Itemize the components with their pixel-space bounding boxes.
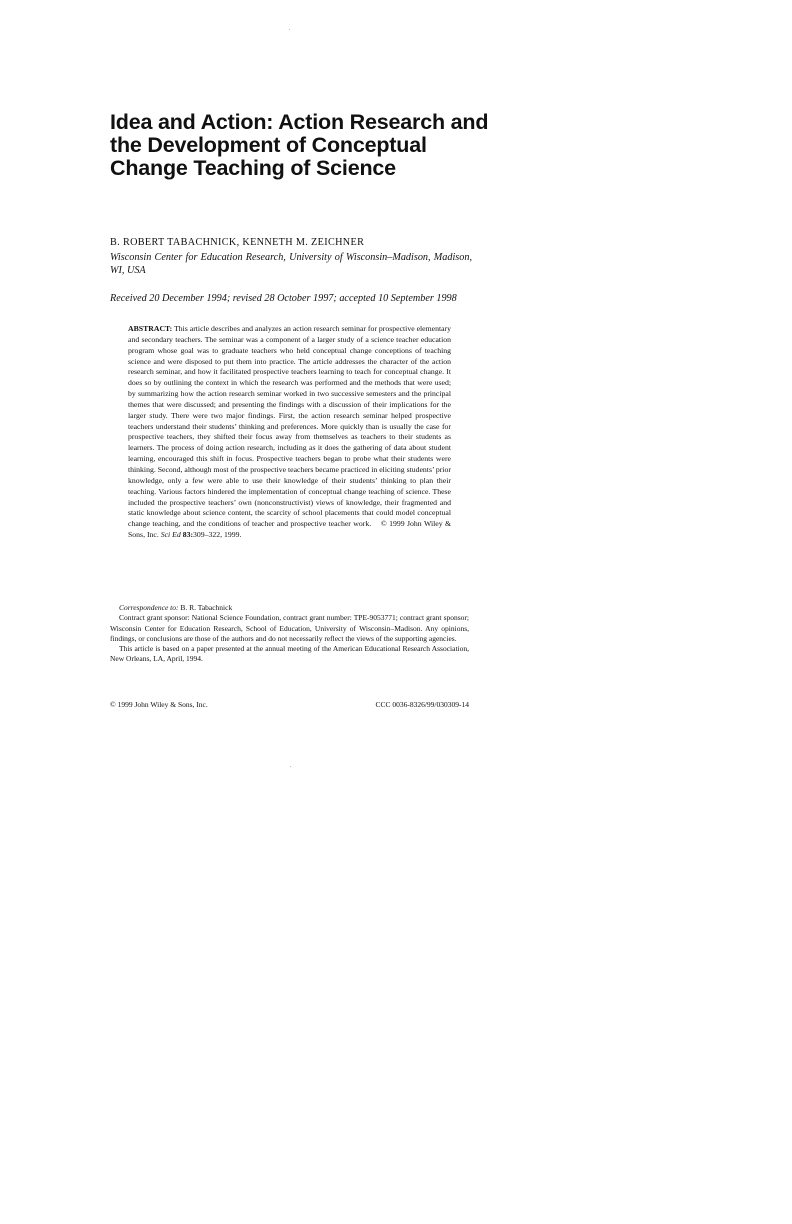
- journal-volume: 83:: [182, 530, 194, 540]
- author-affiliation: Wisconsin Center for Education Research, University of Wisconsin–Madison, Madison, WI, USA: [110, 252, 472, 277]
- footer-ccc-code: CCC 0036-8326/99/030309-14: [375, 700, 469, 709]
- scan-speck: [290, 766, 291, 767]
- article-title: Idea and Action: Action Research and the Development of Conceptual Change Teaching of Science: [110, 110, 489, 180]
- correspondence-name: B. R. Tabachnick: [180, 603, 233, 612]
- correspondence-label: Correspondence to:: [119, 603, 179, 612]
- abstract-text: This article describes and analyzes an action research seminar for prospective elementary and secondary teachers. The seminar was a component of a larger study of a science teacher education program whose goal was to graduate teachers who held conceptual change conceptions of teaching science and were disposed to put them into practice. The article addresses the character of the action research seminar, and how it facilitated prospective teachers learning to teach for conceptual change. It does so by outlining the context in which the research was performed and the methods that were used; by summarizing how the action research seminar worked in two successive semesters and the principal themes that were discussed; and presenting the findings with a discussion of their implications for the larger study. There were two major findings. First, the action research seminar helped prospective teachers understand their students’ thinking and preferences. More quickly than is usually the case for prospective teachers, they shifted their focus away from themselves as teachers to their students as learners. The process of doing action research, including as it does the gathering of data about student learning, encouraged this shift in focus. Prospective teachers began to probe what their students were thinking. Second, although most of the prospective teachers became practiced in eliciting students’ prior knowledge, only a few were able to use their knowledge of their students’ thinking to plan their teaching. Various factors hindered the implementation of conceptual change teaching of science. These included the prospective teachers’ own (nonconstructivist) views of knowledge, their fragmented and static knowledge about science content, the scarcity of school placements that could model conceptual change teaching, and the conditions of teacher and prospective teacher work.: [128, 324, 451, 529]
- presentation-note: This article is based on a paper presented at the annual meeting of the American Educational Research Association, New Orleans, LA, April, 1994.: [110, 644, 469, 664]
- footnotes: [110, 603, 469, 665]
- correspondence-note: [110, 603, 469, 613]
- scan-speck: [289, 29, 290, 30]
- journal-pages: 309–322, 1999.: [193, 530, 242, 540]
- footer-copyright: © 1999 John Wiley & Sons, Inc.: [110, 700, 208, 709]
- abstract-copyright: © 1999 John Wiley & Sons, Inc.: [128, 519, 452, 540]
- received-dates: Received 20 December 1994; revised 28 October 1997; accepted 10 September 1998: [110, 293, 457, 304]
- abstract-label: ABSTRACT:: [128, 324, 173, 333]
- grant-note: Contract grant sponsor: National Science Foundation, contract grant number: TPE-9053771; contract grant sponsor; Wisconsin Center for Education Research, School of Education, University of Wisconsin–Madison. Any opinions, findings, or conclusions are those of the authors and do not necessarily reflect the views of the supporting agencies.: [110, 613, 469, 643]
- article-authors: B. ROBERT TABACHNICK, KENNETH M. ZEICHNER: [110, 237, 365, 248]
- page-footer: [110, 700, 469, 709]
- journal-name: Sci Ed: [160, 530, 181, 540]
- abstract: [128, 324, 451, 541]
